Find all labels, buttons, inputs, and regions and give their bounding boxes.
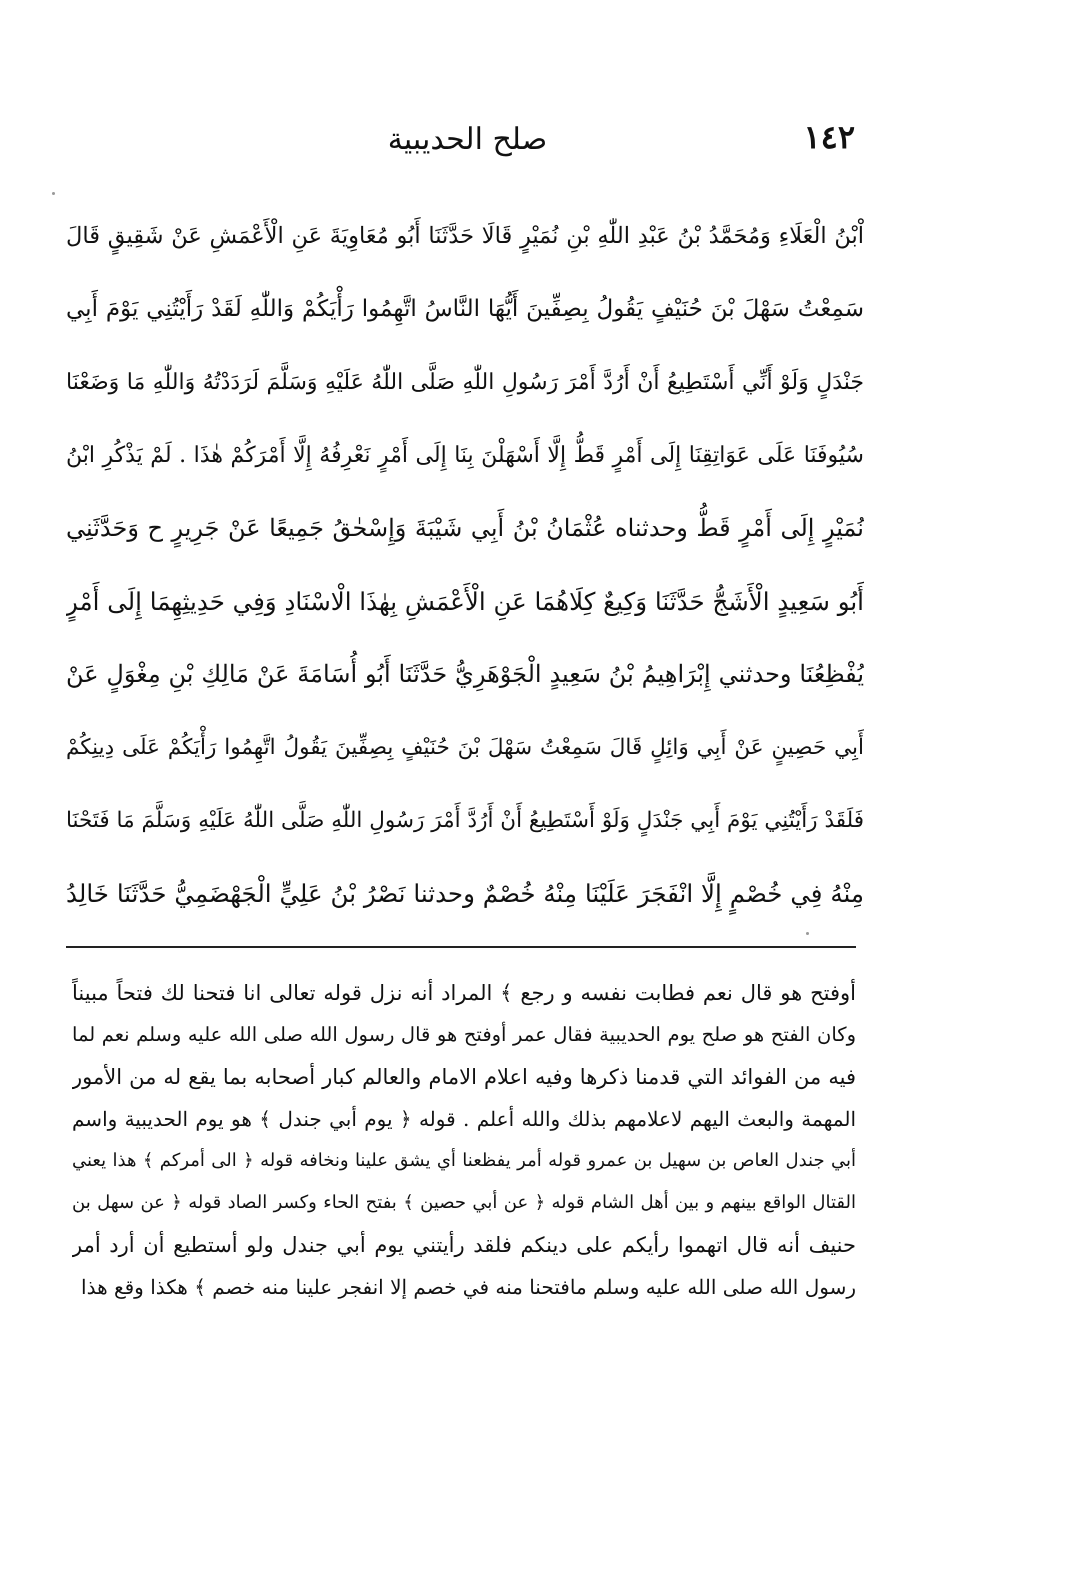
commentary-line: أوفتح هو قال نعم فطابت نفسه و رجع ﴾ المراد أنه نزل قوله تعالى انا فتحنا لك فتحاً مبيناً <box>72 981 856 1005</box>
main-text-line: نُمَيْرٍ إِلَى أَمْرٍ قَطُّ وحدثناه عُثْمَانُ بْنُ أَبِي شَيْبَةَ وَإِسْحٰقُ جَمِيعًا عَنْ جَرِيرٍ ح وَحَدَّثَنِي <box>66 514 864 542</box>
main-text-block <box>66 200 864 930</box>
commentary-line: أبي جندل العاص بن سهيل بن عمرو قوله أمر يفظعنا أي يشق علينا ونخافه قوله ﴿ الى أمركم ﴾ هذا يعني <box>72 1150 856 1171</box>
main-text-line: سُيُوفَنَا عَلَى عَوَاتِقِنَا إِلَى أَمْرٍ قَطُّ إِلَّا أَسْهَلْنَ بِنَا إِلَى أَمْرٍ نَعْرِفُهُ إِلَّا أَمْرَكُمْ هٰذَا . لَمْ يَذْكُرِ ابْنُ <box>66 443 864 468</box>
commentary-line: فيه من الفوائد التي قدمنا ذكرها وفيه اعلام الامام والعالم كبار أصحابه بما يقع له من الأمور <box>72 1065 856 1089</box>
main-text-line: يُفْظِعُنَا وحدثني إِبْرَاهِيمُ بْنُ سَعِيدٍ الْجَوْهَرِيُّ حَدَّثَنَا أَبُو أُسَامَةَ عَنْ مَالِكِ بْنِ مِغْوَلٍ عَنْ <box>66 660 864 688</box>
commentary-line: القتال الواقع بينهم و بين أهل الشام قوله ﴿ عن أبي حصين ﴾ بفتح الحاء وكسر الصاد قوله ﴿ عن سهل بن <box>72 1192 856 1213</box>
commentary-line: حنيف أنه قال اتهموا رأيكم على دينكم فلقد رأيتني يوم أبي جندل ولو أستطيع أن أرد أمر <box>72 1233 856 1257</box>
scan-speck <box>52 192 55 195</box>
scan-speck <box>806 932 809 935</box>
footnote-divider <box>66 946 856 948</box>
page-header <box>80 118 855 178</box>
main-text-line: سَمِعْتُ سَهْلَ بْنَ حُنَيْفٍ يَقُولُ بِصِفِّينَ أَيُّهَا النَّاسُ اتَّهِمُوا رَأْيَكُمْ وَاللّٰهِ لَقَدْ رَأَيْتُنِي يَوْمَ أَبِي <box>66 296 864 322</box>
main-text-line: فَلَقَدْ رَأَيْتُنِي يَوْمَ أَبِي جَنْدَلٍ وَلَوْ أَسْتَطِيعُ أَنْ أَرُدَّ أَمْرَ رَسُولِ اللّٰهِ صَلَّى اللّٰهُ عَلَيْهِ وَسَلَّمَ مَا فَتَحْنَا <box>66 808 864 833</box>
commentary-line: وكان الفتح هو صلح يوم الحديبية فقال عمر أوفتح هو قال رسول الله صلى الله عليه وسلم نعم لما <box>72 1023 856 1046</box>
commentary-line: المهمة والبعث اليهم لاعلامهم بذلك والله أعلم . قوله ﴿ يوم أبي جندل ﴾ هو يوم الحديبية واسم <box>72 1107 856 1131</box>
running-title: صلح الحديبية <box>387 122 548 157</box>
main-text-line: اْبْنُ الْعَلَاءِ وَمُحَمَّدُ بْنُ عَبْدِ اللّٰهِ بْنِ نُمَيْرٍ قَالَا حَدَّثَنَا أَبُو مُعَاوِيَةَ عَنِ الْأَعْمَشِ عَنْ شَقِيقٍ قَالَ <box>66 223 864 249</box>
main-text-line: مِنْهُ فِي خُصْمٍ إِلَّا انْفَجَرَ عَلَيْنَا مِنْهُ خُصْمٌ وحدثنا نَصْرُ بْنُ عَلِيٍّ الْجَهْضَمِيُّ حَدَّثَنَا خَالِدُ <box>66 879 864 908</box>
main-text-line: أَبُو سَعِيدٍ الْأَشَجُّ حَدَّثَنَا وَكِيعٌ كِلَاهُمَا عَنِ الْأَعْمَشِ بِهٰذَا الْاسْنَادِ وَفِي حَدِيثِهِمَا إِلَى أَمْرٍ <box>66 587 864 616</box>
page-number: ١٤٢ <box>803 118 855 156</box>
main-text-line: أَبِي حَصِينٍ عَنْ أَبِي وَائِلٍ قَالَ سَمِعْتُ سَهْلَ بْنَ حُنَيْفٍ بِصِفِّينَ يَقُولُ اتَّهِمُوا رَأْيَكُمْ عَلَى دِينِكُمْ <box>66 735 864 760</box>
commentary-line: رسول الله صلى الله عليه وسلم مافتحنا منه في خصم إلا انفجر علينا منه خصم ﴾ هكذا وقع هذا <box>81 1275 856 1299</box>
commentary-block <box>72 972 856 1308</box>
main-text-line: جَنْدَلٍ وَلَوْ أَنِّي أَسْتَطِيعُ أَنْ أَرُدَّ أَمْرَ رَسُولِ اللّٰهِ صَلَّى اللّٰهُ عَلَيْهِ وَسَلَّمَ لَرَدَدْتُهُ وَاللّٰهِ مَا وَضَعْنَا <box>66 370 864 395</box>
